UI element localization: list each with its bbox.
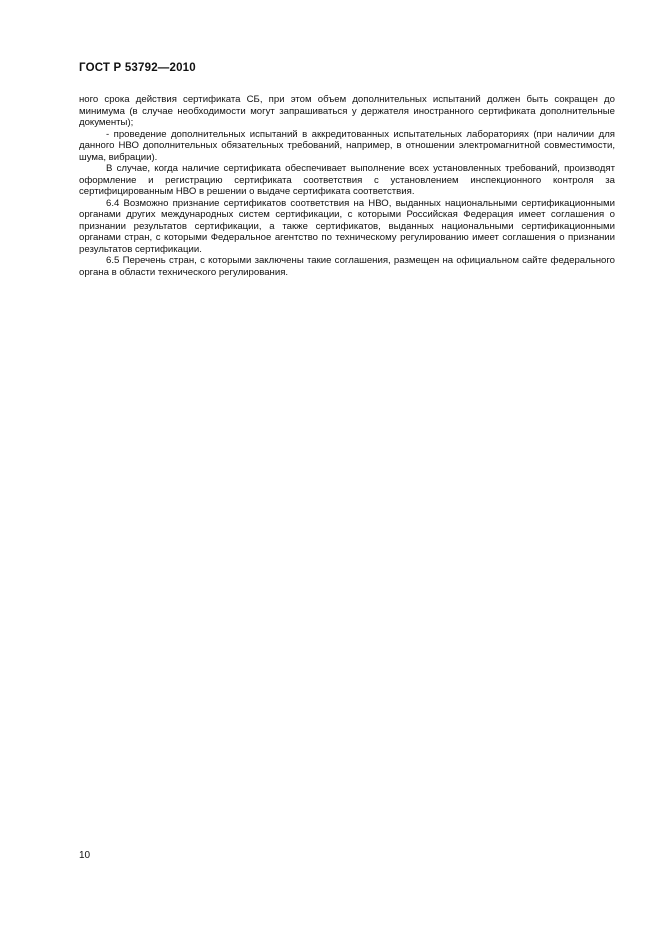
paragraph-clause-6-5: 6.5 Перечень стран, с которыми заключены такие соглашения, размещен на официальном сайте федерального органа в области технического регулирования. (79, 255, 615, 278)
paragraph-clause-6-4: 6.4 Возможно признание сертификатов соответствия на НВО, выданных национальными сертификационными органами других международных систем сертификации, с которыми Российская Федерация имеет соглашения о признании результатов сертификации, а также сертификатов, выданных национальными сертификационными органами стран, с которыми Федеральное агентство по техническому регулированию имеет соглашения о признании результатов сертификации. (79, 197, 615, 255)
standard-id: ГОСТ Р 53792—2010 (79, 62, 196, 74)
document-body (79, 94, 615, 278)
page-number: 10 (79, 850, 91, 861)
paragraph-certificate-case: В случае, когда наличие сертификата обеспечивает выполнение всех установленных требований, производят оформление и регистрацию сертификата соответствия с установлением инспекционного контроля за сертифицированным НВО в решении о выдаче сертификата соответствия. (79, 163, 615, 197)
document-header (79, 62, 196, 74)
paragraph-continuation: ного срока действия сертификата СБ, при этом объем дополнительных испытаний должен быть сокращен до минимума (в случае необходимости могут запрашиваться у держателя иностранного сертификата дополнительные документы); (79, 94, 615, 128)
paragraph-list-item: - проведение дополнительных испытаний в аккредитованных испытательных лабораториях (при наличии для данного НВО дополнительных обязательных требований, например, в отношении электромагнитной совместимости, шума, вибрации). (79, 128, 615, 163)
